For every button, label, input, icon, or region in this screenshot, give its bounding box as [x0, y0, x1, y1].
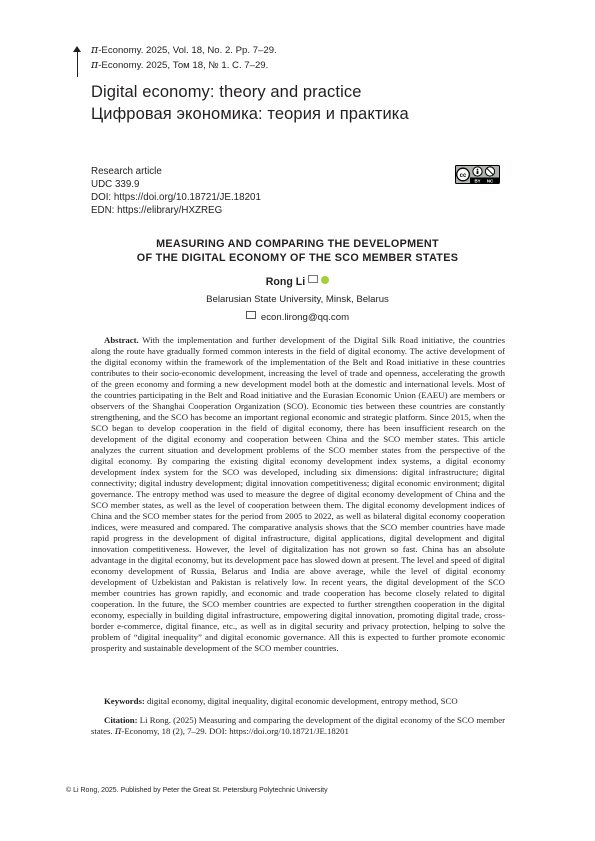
by-icon-body	[477, 171, 479, 174]
author-email-address[interactable]: econ.lirong@qq.com	[260, 312, 350, 323]
pi-symbol: π	[91, 43, 99, 56]
abstract-text: With the implementation and further development of the Digital Silk Road initiative, the countries along the route have gradually formed common interests in the field of digital economy. The active development of the digital economy within the framework of the implementation of the Belt and Road initiative in these countries contributes to their socio-economic development, increasing the level of trade and openness, accelerating the growth of the green economy and forming a new development model both at the domestic and international levels. Most of the countries participating in the Belt and Road initiative and the Eurasian Economic Union (EAEU) are members or observers of the Shanghai Cooperation Organization (SCO). Economic ties between these countries are constantly strengthening, and the SCO has become an important regional economic and strategic platform. Since 2015, when the SCO began to develop cooperation in the field of digital economy, there has been insufficient research on the development of the digital economy and cooperation between China and the SCO member states. This article analyzes the current situation and development problems of the SCO member states from the perspective of the digital economy. By comparing the existing digital economy development index systems, a digital economy development index system for the SCO was developed, including six dimensions: digital infrastructure; digital connectivity; digital industry development; digital innovation competitiveness; digital economic environment; digital governance. The entropy method was used to measure the degree of digital economy development of China and the SCO member states, as well as the level of cooperation between them. The digital economy development indices of China and the SCO member states for the period from 2005 to 2022, as well as bilateral digital economy cooperation indices, were measured and compared. The comparative analysis shows that the SCO member countries have made rapid progress in the development of digital infrastructure, digital applications, digital development and digital innovation competitiveness. However, the level of digitalization has not grown so fast. China has an absolute advantage in the digital economy, but its development pace has slowed down at present. The level and speed of digital economy development of Russia, Belarus and India are above average, while the level of digital economy development of Uzbekistan and Pakistan is relatively low. In recent years, the digital development of the SCO member countries has grown rapidly, and economic and trade cooperation has become closely related to digital cooperation. In the future, the SCO member countries are expected to further strengthen cooperation in the digital economy, especially in building digital infrastructure, empowering digital innovation, promoting digital trade, cross-border e-commerce, digital finance, etc., as well as in digital security and privacy protection, helping to solve the problem of “digital inequality” and digital economic governance. All this is expected to further promote economic prosperity and sustainable development of the SCO member countries.	[91, 335, 506, 653]
citation-text-rest: -Economy, 18 (2), 7–29. DOI: https://doi.org/10.18721/JE.18201	[121, 725, 349, 736]
author-email	[0, 312, 595, 323]
cc-license-badge[interactable]	[455, 165, 500, 184]
paper-title-line-2: OF THE DIGITAL ECONOMY OF THE SCO MEMBER STATES	[136, 252, 459, 265]
keywords-text: digital economy, digital inequality, digital economic development, entropy method, SCO	[147, 696, 458, 706]
nc-label: NC	[486, 178, 494, 184]
mail-icon[interactable]	[308, 275, 318, 283]
header-divider	[77, 49, 78, 77]
cc-icon-text: cc	[459, 172, 467, 179]
doi-link[interactable]: DOI: https://doi.org/10.18721/JE.18201	[91, 192, 261, 203]
citation	[91, 715, 505, 737]
by-label: BY	[474, 178, 481, 184]
journal-citation-ru	[91, 58, 268, 71]
journal-citation-ru-text: -Economy. 2025, Том 18, № 1. С. 7–29.	[98, 60, 269, 71]
author	[0, 276, 595, 288]
udc: UDC 339.9	[91, 179, 140, 190]
orcid-icon[interactable]	[321, 276, 329, 284]
journal-citation-en	[91, 43, 277, 56]
keywords-label: Keywords:	[104, 696, 145, 706]
citation-text: Li Rong. (2025) Measuring and comparing the development of the digital economy of the SCO member states.	[91, 715, 505, 736]
section-title-en: Digital economy: theory and practice	[91, 83, 362, 101]
paper-title-line-1: MEASURING AND COMPARING THE DEVELOPMENT	[156, 238, 439, 250]
email-icon	[246, 311, 256, 319]
pi-symbol: π	[114, 725, 122, 737]
abstract	[91, 335, 505, 654]
paper-title	[60, 237, 535, 266]
section-title-ru: Цифровая экономика: теория и практика	[91, 105, 409, 123]
abstract-label: Abstract.	[104, 335, 139, 345]
by-icon-head	[477, 169, 479, 171]
article-type: Research article	[91, 166, 162, 177]
author-name: Rong Li	[265, 276, 306, 288]
pi-symbol: π	[91, 58, 99, 71]
affiliation: Belarusian State University, Minsk, Belarus	[206, 294, 389, 305]
copyright-footer: © Li Rong, 2025. Published by Peter the Great St. Petersburg Polytechnic University	[66, 787, 328, 794]
edn-link[interactable]: EDN: https://elibrary/HXZREG	[91, 205, 223, 216]
journal-citation-en-text: -Economy. 2025, Vol. 18, No. 2. Pp. 7–29.	[98, 45, 277, 56]
keywords	[91, 696, 505, 707]
citation-label: Citation:	[104, 715, 138, 725]
